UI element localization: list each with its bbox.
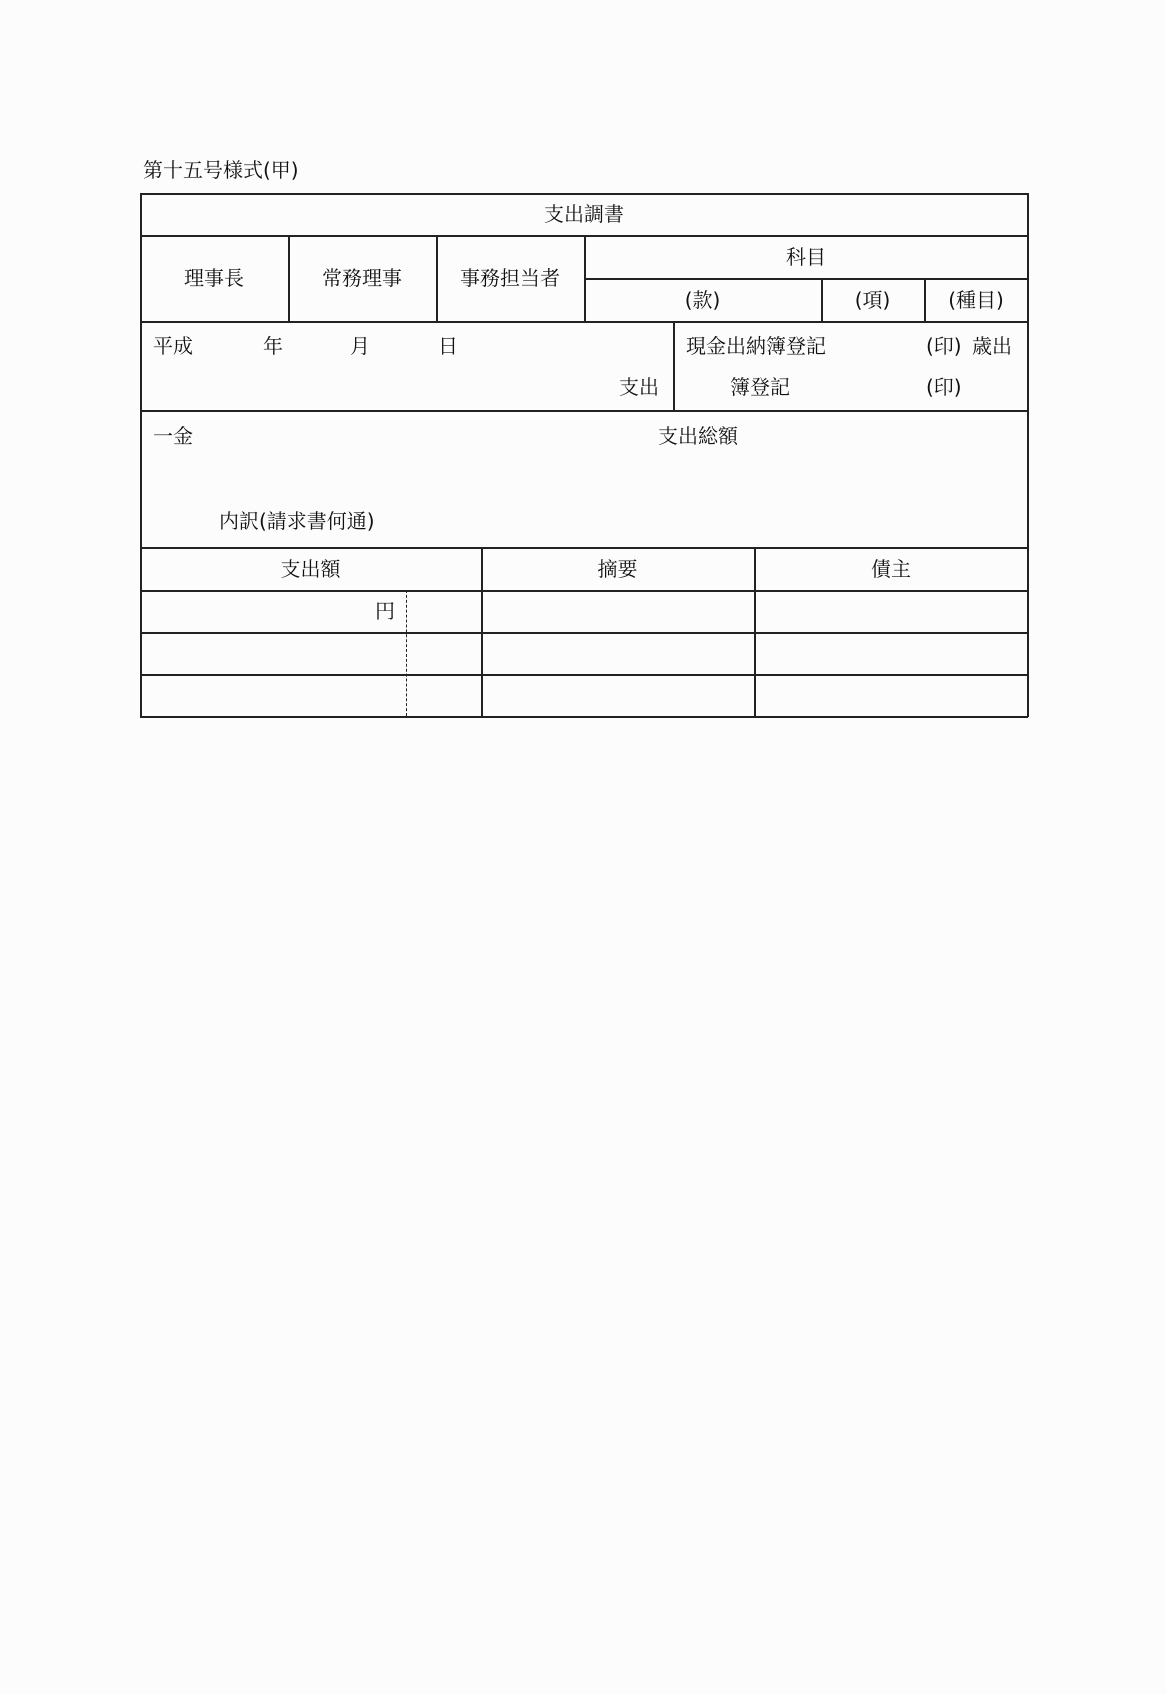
rule-date-split [673,321,675,411]
seal-1: (印) [926,334,962,358]
rule-right [1027,193,1029,717]
breakdown-label: 内訳(請求書何通) [219,509,375,533]
cash-ledger-label: 現金出納簿登記 [686,334,826,358]
rule-top [140,193,1028,195]
rule-below-account-header [584,278,1028,280]
rule-below-amount-section [140,547,1028,549]
account-kan: (款) [684,288,721,312]
rule-bottom [140,716,1028,718]
date-month: 月 [350,334,370,358]
date-shishutsu: 支出 [619,375,659,399]
column-header-creditor: 債主 [871,557,911,581]
yen-divider-dashed [406,590,407,716]
column-header-summary: 摘要 [597,557,638,581]
expenditure-form-table [140,193,1028,717]
ledger-label: 簿登記 [730,375,790,399]
approver-clerk: 事務担当者 [460,266,560,290]
account-header: 科目 [786,245,826,269]
ikkin-label: 一金 [153,424,193,448]
total-expenditure-label: 支出総額 [658,424,738,448]
date-day: 日 [438,334,458,358]
account-shumoku: (種目) [948,288,1004,312]
approver-executive-director: 常務理事 [322,266,402,290]
form-number: 第十五号様式(甲) [143,158,299,182]
seal-2: (印) [926,375,962,399]
rule-row-1 [140,632,1028,634]
approver-chairman: 理事長 [184,266,244,290]
rule-below-date-row [140,410,1028,412]
column-header-amount: 支出額 [280,557,341,581]
form-title: 支出調書 [544,202,624,226]
date-year: 年 [263,334,283,358]
account-kou: (項) [854,288,891,312]
saishutsu-label: 歳出 [972,334,1012,358]
rule-row-2 [140,674,1028,676]
yen-unit: 円 [375,599,395,623]
rule-below-column-headers [140,590,1028,592]
date-era: 平成 [153,334,193,358]
